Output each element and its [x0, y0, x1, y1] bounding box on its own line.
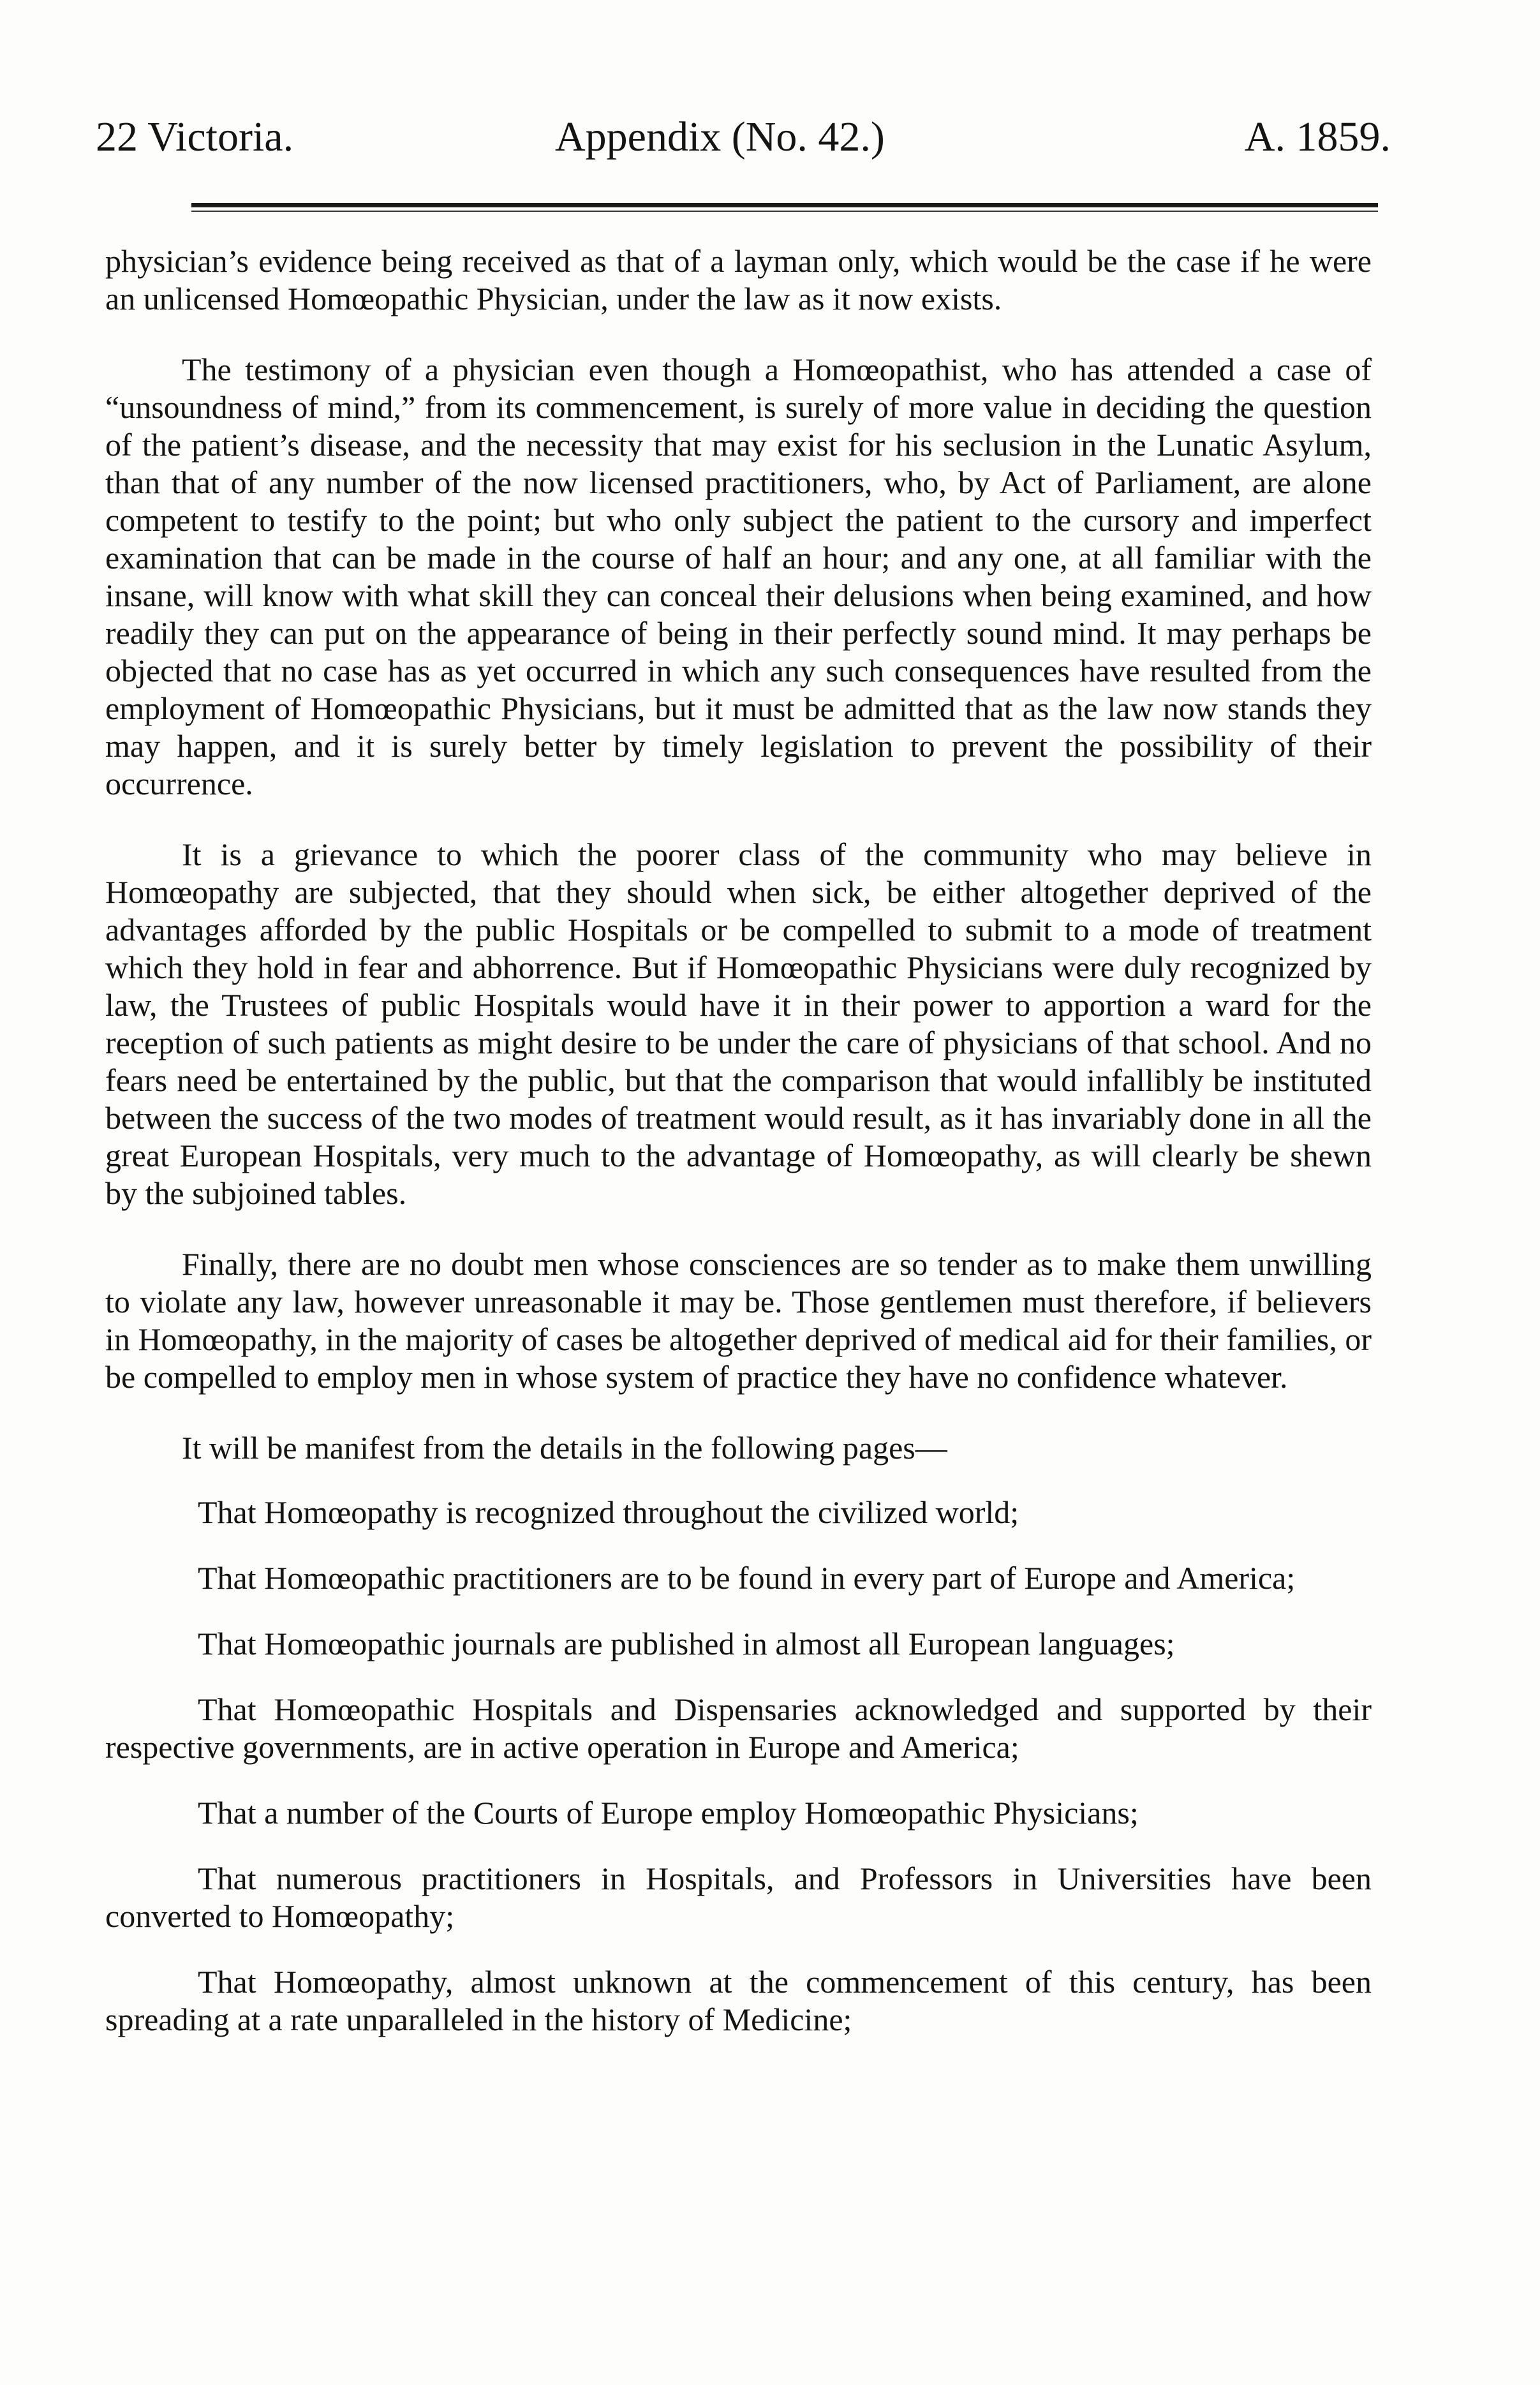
header-rule — [191, 203, 1378, 207]
list-item: That Homœopathic Hospitals and Dispensaries acknowledged and supported by their respective governments, are in active operation in Europe and America; — [105, 1691, 1372, 1765]
paragraph-finally: Finally, there are no doubt men whose consciences are so tender as to make them unwilling to violate any law, however unreasonable it may be. Those gentlemen must therefore, if believers in Homœopathy, in the majority of cases be altogether deprived of medical aid for their families, or be compelled to employ men in whose system of practice they have no confidence whatever. — [105, 1246, 1372, 1395]
list-item: That a number of the Courts of Europe employ Homœopathic Physicians; — [198, 1795, 1139, 1831]
header-year: A. 1859. — [1244, 114, 1391, 160]
list-item: That Homœopathic journals are published in almost all European languages; — [198, 1626, 1175, 1661]
list-item: That Homœopathy, almost unknown at the commencement of this century, has been spreading at a rate unparalleled in the history of Medicine; — [105, 1964, 1372, 2037]
header-appendix: Appendix (No. 42.) — [555, 114, 885, 160]
header-rule-thin — [191, 211, 1378, 212]
list-item: That numerous practitioners in Hospitals, and Professors in Universities have been converted to Homœopathy; — [105, 1861, 1372, 1934]
list-item: That Homœopathic practitioners are to be found in every part of Europe and America; — [198, 1560, 1296, 1596]
paragraph-continuation: physician’s evidence being received as that of a layman only, which would be the case if he were an unlicensed Homœopathic Physician, under the law as it now exists. — [105, 243, 1372, 316]
page-header — [96, 108, 1391, 166]
header-session: 22 Victoria. — [96, 114, 294, 160]
list-item: That Homœopathy is recognized throughout the civilized world; — [198, 1494, 1019, 1530]
body-text — [105, 242, 1372, 2067]
paragraph-manifest: It will be manifest from the details in the following pages— — [182, 1430, 947, 1466]
paragraph-grievance: It is a grievance to which the poorer class of the community who may believe in Homœopathy are subjected, that they should when sick, be either altogether deprived of the advantages afforded by the public Hospitals or be compelled to submit to a mode of treatment which they hold in fear and abhorrence. But if Homœopathic Physicians were duly recognized by law, the Trustees of public Hospitals would have it in their power to apportion a ward for the reception of such patients as might desire to be under the care of physicians of that school. And no fears need be entertained by the public, but that the comparison that would infallibly be instituted between the success of the two modes of treatment would result, as it has invariably done in all the great European Hospitals, very much to the advantage of Homœopathy, as will clearly be shewn by the subjoined tables. — [105, 836, 1372, 1211]
paragraph-testimony: The testimony of a physician even though a Homœopathist, who has attended a case of “unsoundness of mind,” from its commencement, is surely of more value in deciding the question of the patient’s disease, and the necessity that may exist for his seclusion in the Lunatic Asylum, than that of any number of the now licensed practitioners, who, by Act of Parliament, are alone competent to testify to the point; but who only subject the patient to the cursory and imperfect examination that can be made in the course of half an hour; and any one, at all familiar with the insane, will know with what skill they can conceal their delusions when being examined, and how readily they can put on the appearance of being in their perfectly sound mind. It may perhaps be objected that no case has as yet occurred in which any such consequences have resulted from the employment of Homœopathic Physicians, but it must be admitted that as the law now stands they may happen, and it is surely better by timely legislation to prevent the possibility of their occurrence. — [105, 352, 1372, 801]
